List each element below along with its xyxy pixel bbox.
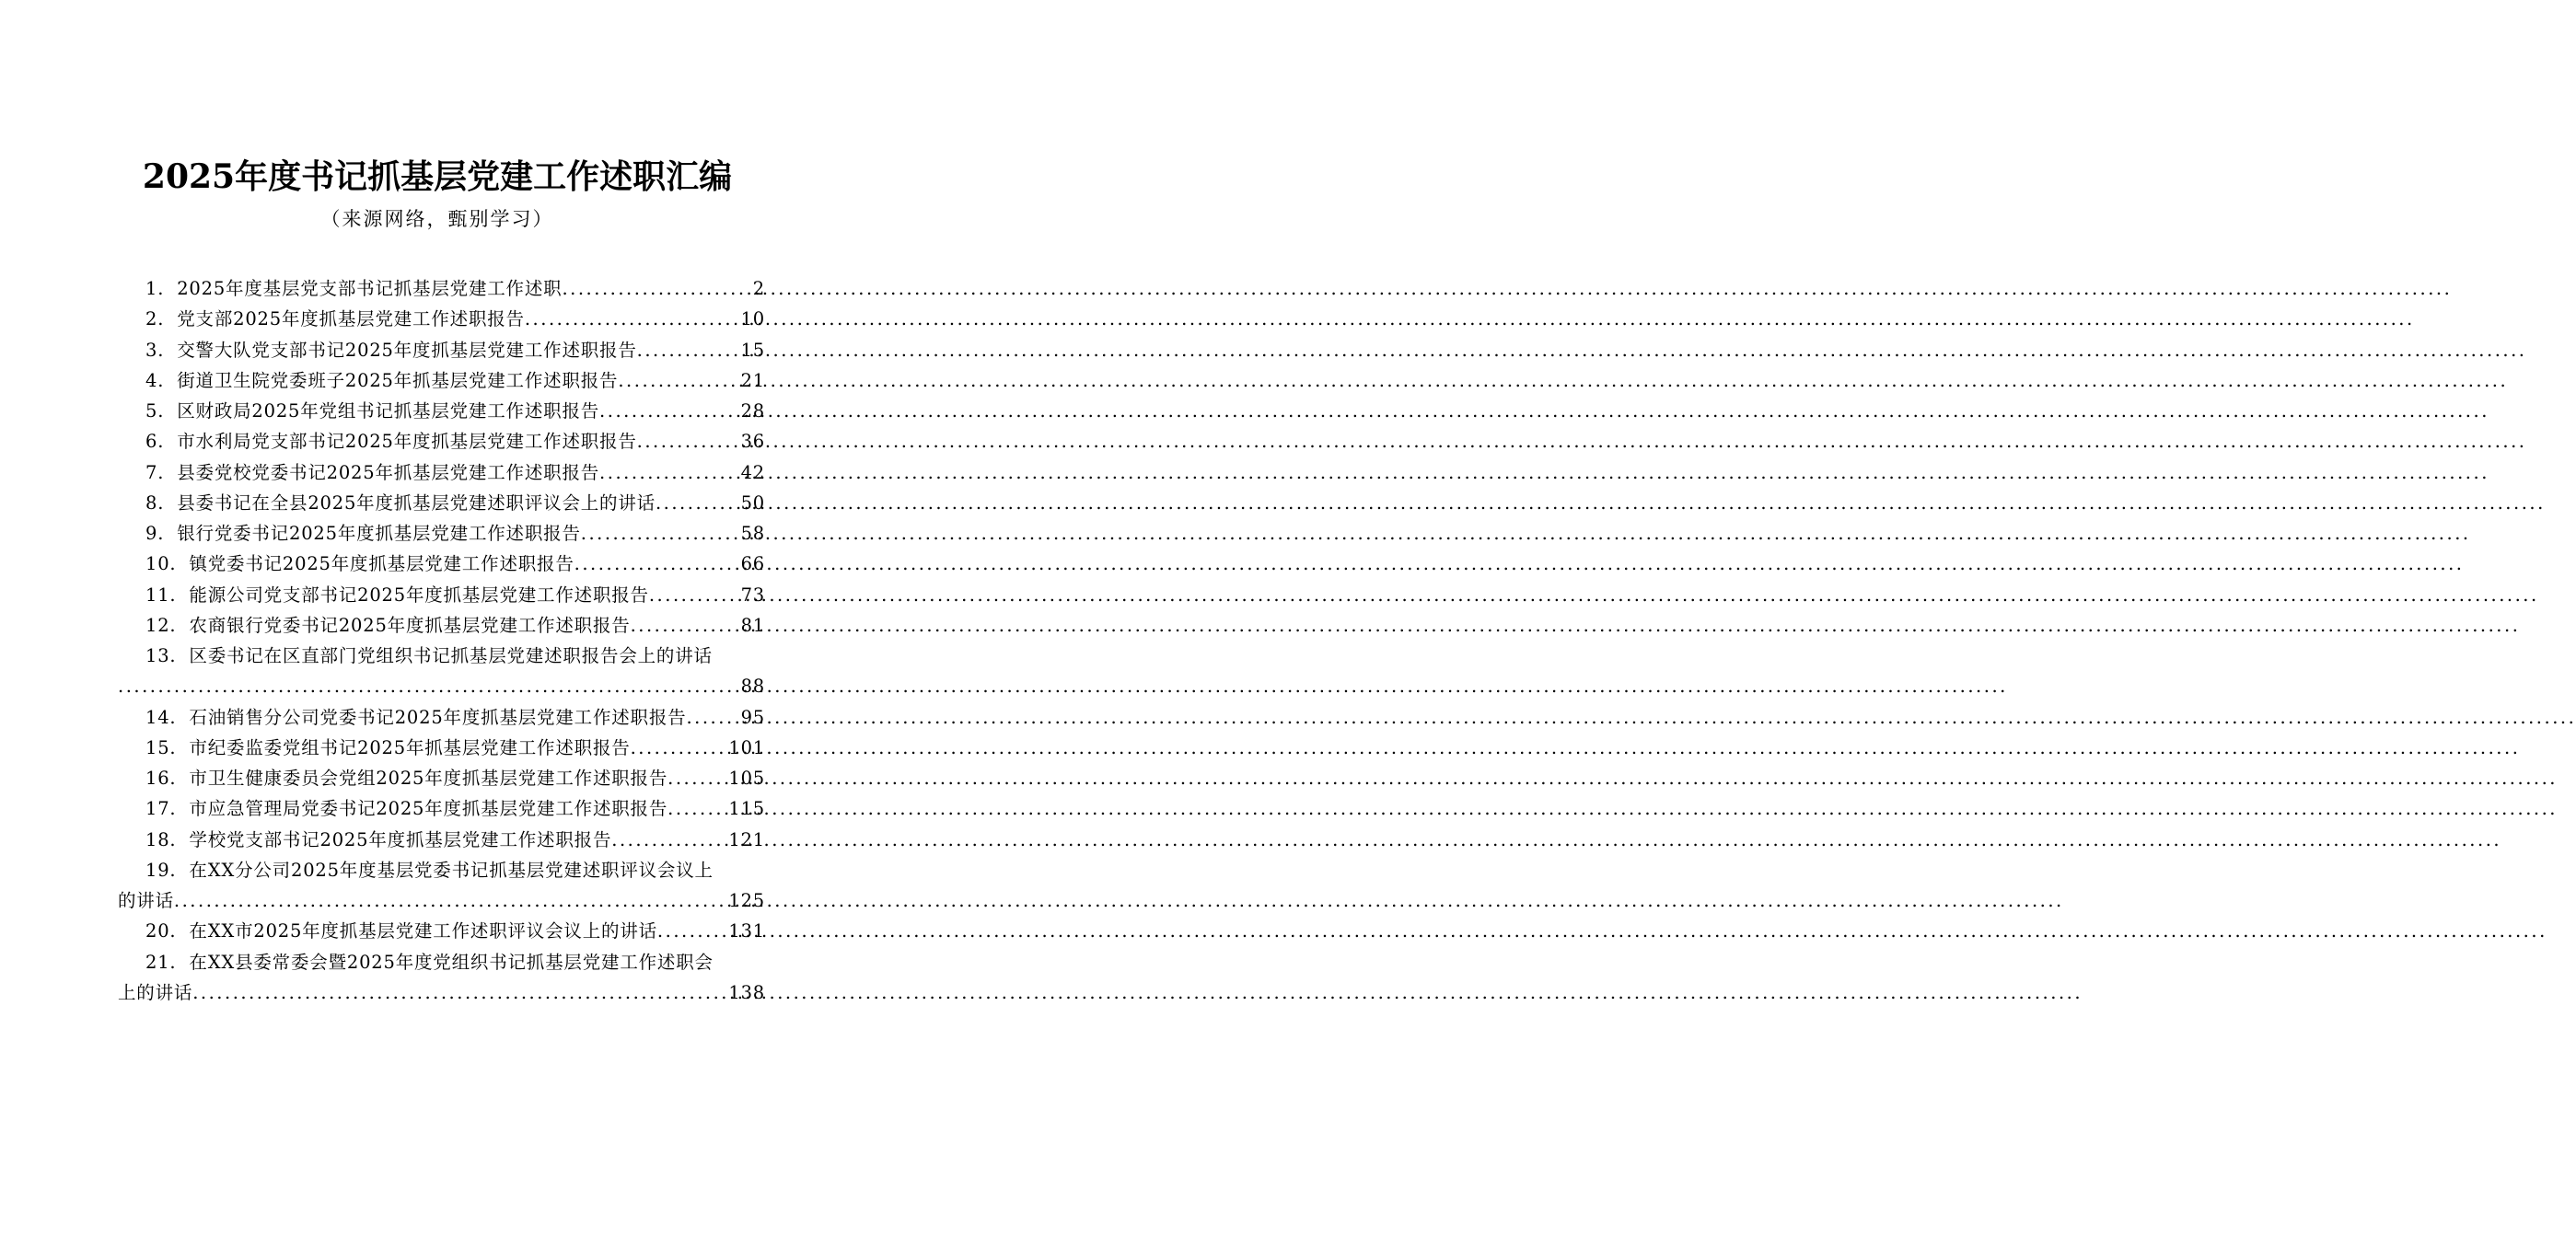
toc-leader-dots [667, 763, 726, 793]
toc-leader-dots [118, 671, 739, 701]
toc-entry-title: 在XX市2025年度抓基层党建工作述职评议会议上的讲话 [189, 920, 657, 942]
toc-leader-dots [525, 304, 739, 334]
toc-entry-page: 28 [740, 400, 765, 422]
toc-entry[interactable] [118, 763, 765, 793]
toc-entry-number: 11. [145, 584, 177, 606]
document-page [0, 0, 875, 1237]
toc-entry-number: 13. [145, 645, 177, 666]
toc-leader-dots [649, 580, 739, 610]
toc-entry[interactable] [118, 304, 765, 334]
toc-leader-dots [192, 977, 726, 1008]
toc-leader-dots [562, 273, 750, 304]
toc-entry-number: 18. [145, 828, 177, 850]
toc-entry-number: 16. [145, 768, 177, 789]
toc-entry[interactable] [118, 426, 765, 457]
toc-leader-dots [637, 335, 739, 365]
toc-entry[interactable] [118, 457, 765, 488]
toc-entry[interactable] [118, 273, 765, 304]
toc-leader-dots [599, 457, 739, 488]
toc-entry[interactable] [118, 733, 765, 763]
toc-entry-title-continued: 上的讲话 [118, 981, 193, 1003]
toc-entry-title: 市纪委监委党组书记2025年抓基层党建工作述职报告 [189, 736, 631, 758]
toc-entry-title-continued: 的讲话 [118, 890, 174, 911]
toc-entry-page: 138 [728, 981, 765, 1003]
toc-entry-number: 1. [145, 278, 165, 299]
toc-entry-number: 3. [145, 339, 165, 361]
toc-leader-dots [174, 885, 726, 916]
toc-entry-title: 市卫生健康委员会党组2025年度抓基层党建工作述职报告 [189, 768, 668, 789]
toc-leader-dots [599, 396, 739, 426]
toc-entry-page: 121 [728, 828, 765, 850]
toc-entry-page: 105 [728, 768, 765, 789]
document-subtitle: （来源网络，甄别学习） [320, 208, 554, 230]
toc-entry[interactable] [118, 365, 765, 396]
toc-entry[interactable] [118, 549, 765, 579]
toc-entry-title: 镇党委书记2025年度抓基层党建工作述职报告 [189, 553, 574, 575]
toc-entry-page: 95 [740, 706, 765, 728]
toc-entry-number: 6. [145, 431, 165, 453]
toc-entry-number: 9. [145, 523, 165, 544]
toc-entry-number: 7. [145, 461, 165, 483]
toc-entry-page: 115 [728, 798, 765, 820]
toc-entry-title: 区财政局2025年党组书记抓基层党建工作述职报告 [177, 400, 600, 422]
toc-entry[interactable] [118, 702, 765, 733]
toc-entry-page: 125 [728, 890, 765, 911]
toc-entry-number: 15. [145, 736, 177, 758]
toc-entry-title: 市应急管理局党委书记2025年度抓基层党建工作述职报告 [189, 798, 668, 820]
toc-entry[interactable] [118, 610, 765, 641]
toc-entry-title: 农商银行党委书记2025年度抓基层党建工作述职报告 [189, 614, 631, 636]
table-of-contents [118, 273, 765, 1008]
toc-leader-dots [574, 549, 739, 579]
toc-entry-page: 101 [728, 736, 765, 758]
toc-entry-title: 在XX分公司2025年度基层党委书记抓基层党建述职评议会议上 [189, 859, 714, 881]
toc-entry-title: 学校党支部书记2025年度抓基层党建工作述职报告 [189, 828, 612, 850]
toc-leader-dots [631, 733, 727, 763]
toc-entry-page: 73 [740, 584, 765, 606]
toc-leader-dots [637, 426, 739, 457]
toc-entry-continuation[interactable] [118, 671, 765, 701]
toc-entry-title: 石油销售分公司党委书记2025年度抓基层党建工作述职报告 [189, 706, 687, 728]
toc-entry-page: 66 [740, 553, 765, 575]
toc-leader-dots [611, 825, 726, 855]
toc-entry-title: 银行党委书记2025年度抓基层党建工作述职报告 [177, 523, 581, 544]
toc-entry-number: 2. [145, 308, 165, 330]
toc-entry-title: 区委书记在区直部门党组织书记抓基层党建述职报告会上的讲话 [189, 645, 713, 666]
toc-entry-number: 10. [145, 553, 177, 575]
toc-entry[interactable] [118, 793, 765, 824]
toc-entry-title: 县委书记在全县2025年度抓基层党建述职评议会上的讲话 [177, 491, 656, 514]
toc-entry-page: 2 [752, 278, 765, 299]
toc-entry[interactable] [118, 488, 765, 518]
toc-leader-dots [667, 793, 726, 824]
toc-leader-dots [657, 916, 726, 946]
toc-entry-number: 14. [145, 706, 177, 728]
toc-leader-dots [631, 610, 739, 641]
toc-entry-number: 5. [145, 400, 165, 422]
toc-entry[interactable] [118, 855, 765, 885]
toc-entry-number: 19. [145, 859, 177, 881]
toc-entry-number: 8. [145, 491, 165, 514]
toc-entry-title: 街道卫生院党委班子2025年抓基层党建工作述职报告 [177, 369, 619, 391]
toc-leader-dots [656, 488, 739, 518]
toc-entry-page: 50 [740, 491, 765, 514]
toc-entry-number: 21. [145, 951, 177, 973]
toc-entry-number: 4. [145, 369, 165, 391]
toc-entry-page: 42 [740, 461, 765, 483]
toc-entry-page: 21 [740, 369, 765, 391]
toc-entry-page: 131 [728, 920, 765, 942]
toc-entry[interactable] [118, 396, 765, 426]
toc-entry-page: 10 [740, 308, 765, 330]
toc-entry-page: 88 [740, 676, 765, 698]
toc-entry[interactable] [118, 947, 765, 977]
toc-entry-continuation[interactable] [118, 977, 765, 1008]
toc-entry[interactable] [118, 580, 765, 610]
toc-entry[interactable] [118, 916, 765, 946]
toc-entry-page: 81 [740, 614, 765, 636]
toc-entry-title: 市水利局党支部书记2025年度抓基层党建工作述职报告 [177, 431, 637, 453]
toc-entry-title: 2025年度基层党支部书记抓基层党建工作述职 [177, 278, 563, 299]
toc-entry-page: 15 [740, 339, 765, 361]
toc-entry-title: 党支部2025年度抓基层党建工作述职报告 [177, 308, 525, 330]
toc-entry-number: 17. [145, 798, 177, 820]
toc-leader-dots [581, 518, 739, 549]
toc-entry-title: 能源公司党支部书记2025年度抓基层党建工作述职报告 [189, 584, 649, 606]
toc-entry[interactable] [118, 641, 765, 671]
toc-entry-title: 交警大队党支部书记2025年度抓基层党建工作述职报告 [177, 339, 637, 361]
toc-entry-continuation[interactable] [118, 885, 765, 916]
toc-leader-dots [686, 702, 738, 733]
toc-entry-page: 36 [740, 431, 765, 453]
toc-leader-dots [618, 365, 738, 396]
toc-entry[interactable] [118, 335, 765, 365]
toc-entry[interactable] [118, 518, 765, 549]
toc-entry-title: 在XX县委常委会暨2025年度党组织书记抓基层党建工作述职会 [189, 951, 714, 973]
toc-entry-title: 县委党校党委书记2025年抓基层党建工作述职报告 [177, 461, 600, 483]
toc-entry-page: 58 [740, 523, 765, 544]
toc-entry-number: 20. [145, 920, 177, 942]
document-title: 2025年度书记抓基层党建工作述职汇编 [142, 157, 733, 196]
toc-entry[interactable] [118, 825, 765, 855]
toc-entry-number: 12. [145, 614, 177, 636]
